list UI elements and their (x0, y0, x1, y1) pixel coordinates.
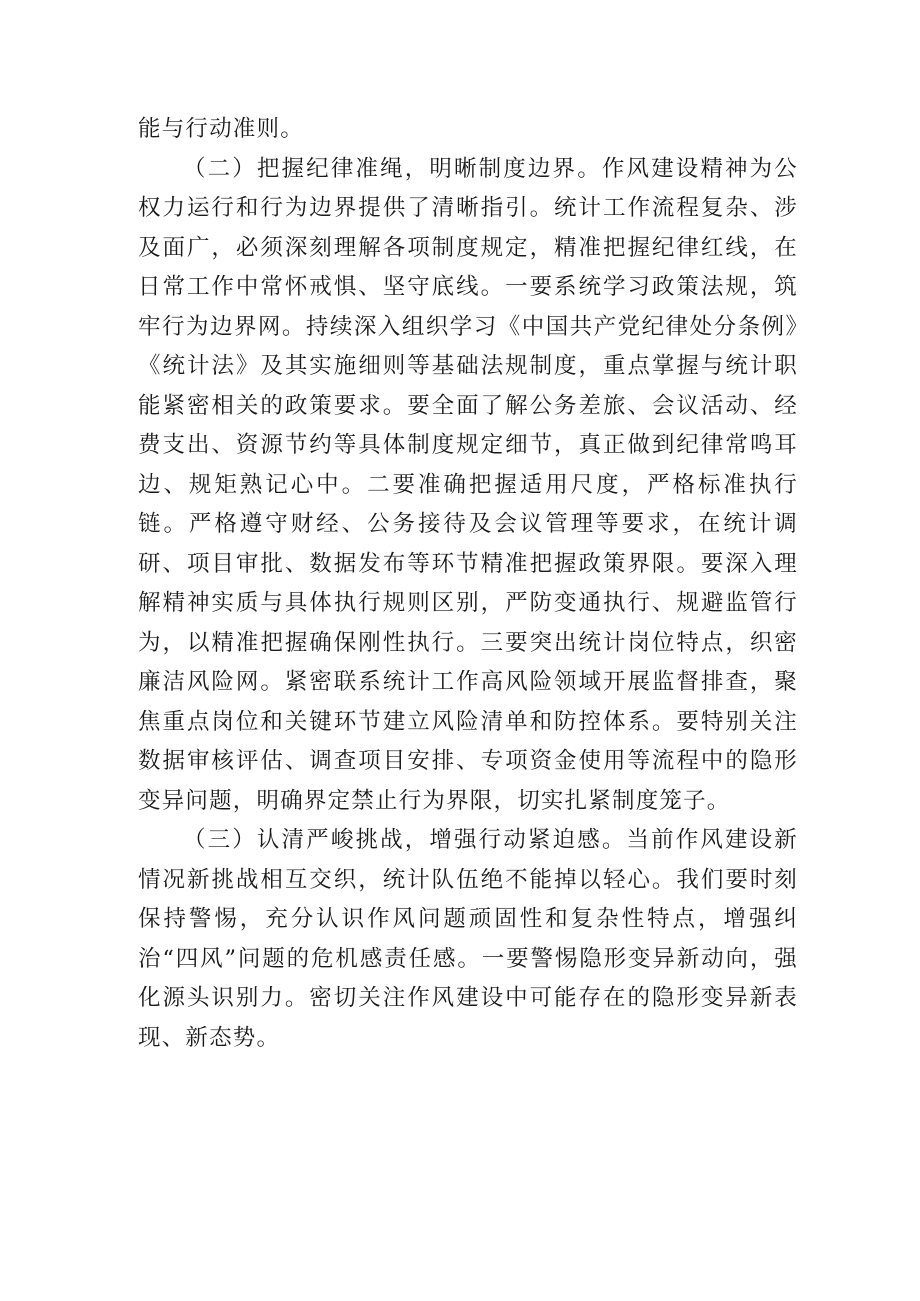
paragraph-section-two: （二）把握纪律准绳，明晰制度边界。作风建设精神为公权力运行和行为边界提供了清晰指引。统计工作流程复杂、涉及面广，必须深刻理解各项制度规定，精准把握纪律红线，在日常工作中常怀戒惧、坚守底线。一要系统学习政策法规，筑牢行为边界网。持续深入组织学习《中国共产党纪律处分条例》《统计法》及其实施细则等基础法规制度，重点掌握与统计职能紧密相关的政策要求。要全面了解公务差旅、会议活动、经费支出、资源节约等具体制度规定细节，真正做到纪律常鸣耳边、规矩熟记心中。二要准确把握适用尺度，严格标准执行链。严格遵守财经、公务接待及会议管理等要求，在统计调研、项目审批、数据发布等环节精准把握政策界限。要深入理解精神实质与具体执行规则区别，严防变通执行、规避监管行为，以精准把握确保刚性执行。三要突出统计岗位特点，织密廉洁风险网。紧密联系统计工作高风险领域开展监督排查，聚焦重点岗位和关键环节建立风险清单和防控体系。要特别关注数据审核评估、调查项目安排、专项资金使用等流程中的隐形变异问题，明确界定禁止行为界限，切实扎紧制度笼子。 (138, 155, 798, 814)
paragraph-section-three: （三）认清严峻挑战，增强行动紧迫感。当前作风建设新情况新挑战相互交织，统计队伍绝不能掉以轻心。我们要时刻保持警惕，充分认识作风问题顽固性和复杂性特点，增强纠治“四风”问题的危机感责任感。一要警惕隐形变异新动向，强化源头识别力。密切关注作风建设中可能存在的隐形变异新表现、新态势。 (138, 827, 798, 1051)
paragraph-continuation: 能与行动准则。 (138, 116, 304, 142)
document-body (138, 110, 798, 1058)
